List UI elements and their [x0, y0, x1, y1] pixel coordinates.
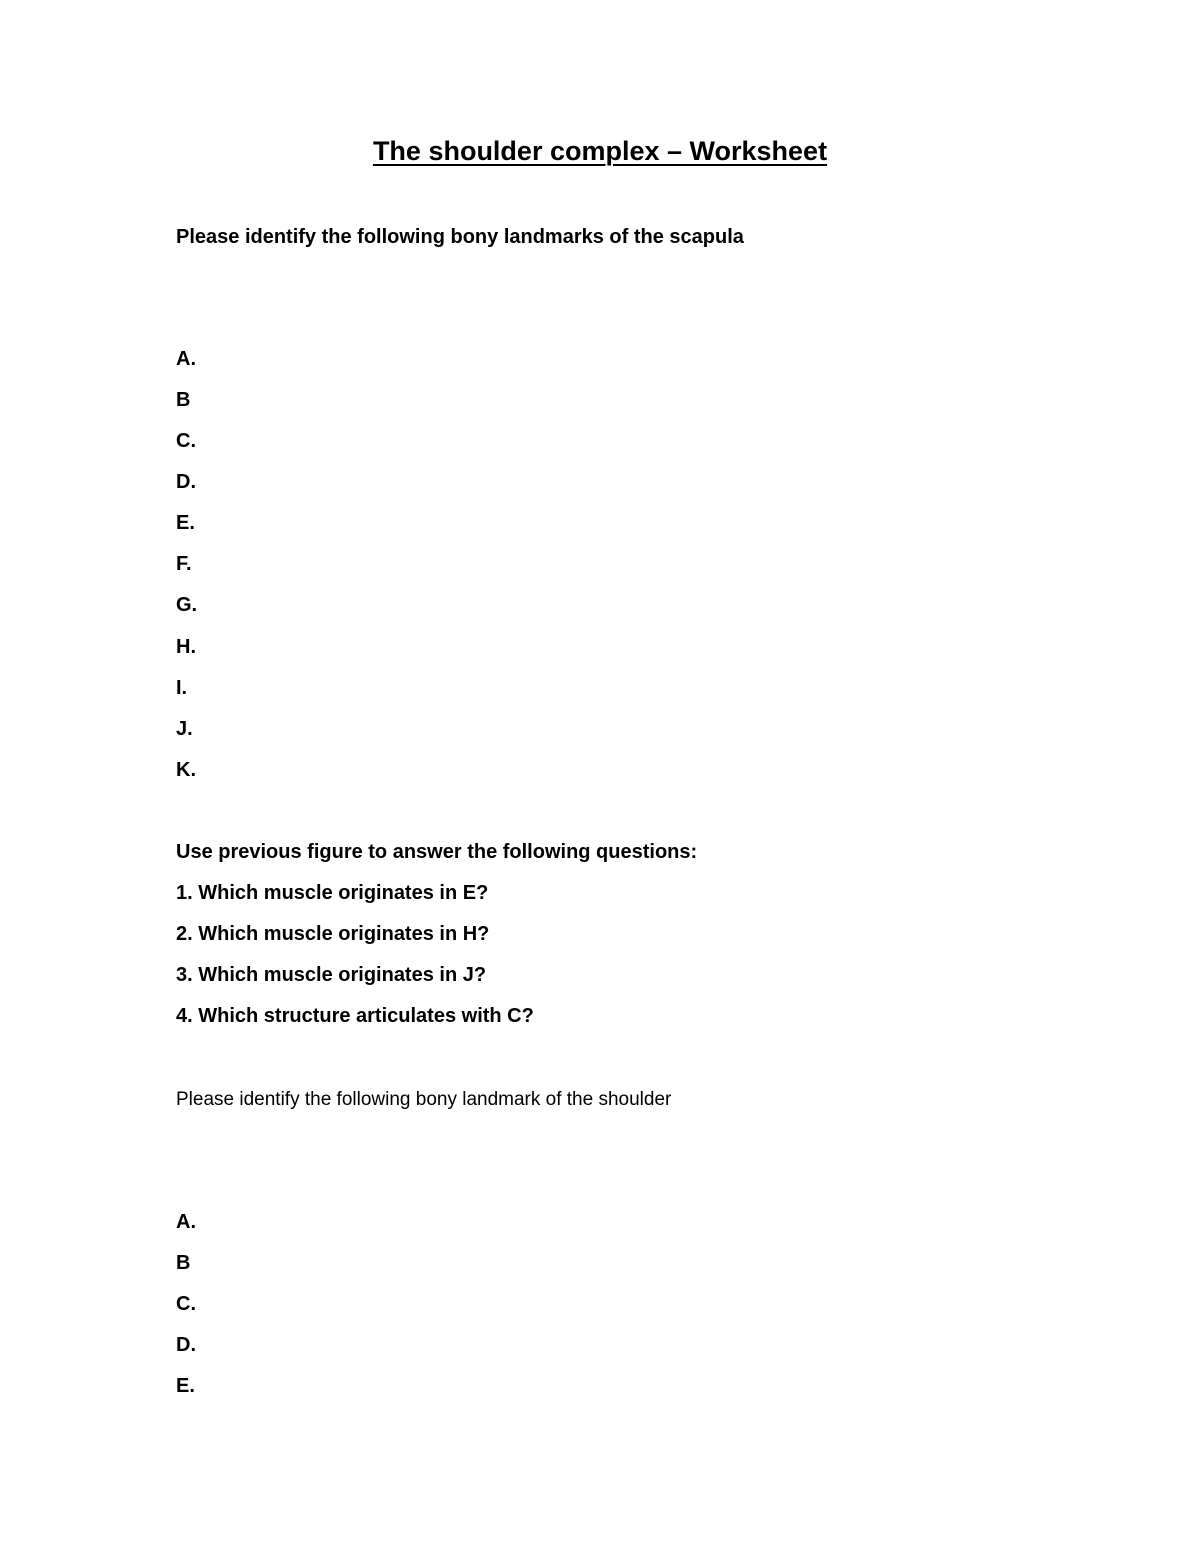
shoulder-label-c: C. [176, 1293, 196, 1315]
question-2: 2. Which muscle originates in H? [176, 923, 490, 945]
scapula-label-i: I. [176, 677, 188, 699]
scapula-label-e: E. [176, 512, 195, 534]
question-3: 3. Which muscle originates in J? [176, 964, 487, 986]
scapula-label-c: C. [176, 430, 196, 452]
shoulder-label-a: A. [176, 1211, 196, 1233]
question-1: 1. Which muscle originates in E? [176, 882, 489, 904]
question-4: 4. Which structure articulates with C? [176, 1005, 534, 1027]
shoulder-label-d: D. [176, 1334, 196, 1356]
shoulder-label-e: E. [176, 1375, 195, 1397]
scapula-label-d: D. [176, 471, 196, 493]
scapula-label-j: J. [176, 718, 193, 740]
scapula-label-g: G. [176, 594, 198, 616]
questions-instructions: Use previous figure to answer the following questions: [176, 841, 698, 863]
scapula-label-a: A. [176, 348, 196, 370]
scapula-label-f: F. [176, 553, 192, 575]
page-title: The shoulder complex – Worksheet [372, 136, 828, 166]
scapula-label-b: B [176, 389, 191, 411]
scapula-label-h: H. [176, 636, 196, 658]
shoulder-label-b: B [176, 1252, 191, 1274]
scapula-label-k: K. [176, 759, 196, 781]
scapula-instructions: Please identify the following bony landmarks of the scapula [176, 226, 744, 248]
shoulder-instructions: Please identify the following bony landmark of the shoulder [176, 1089, 672, 1110]
